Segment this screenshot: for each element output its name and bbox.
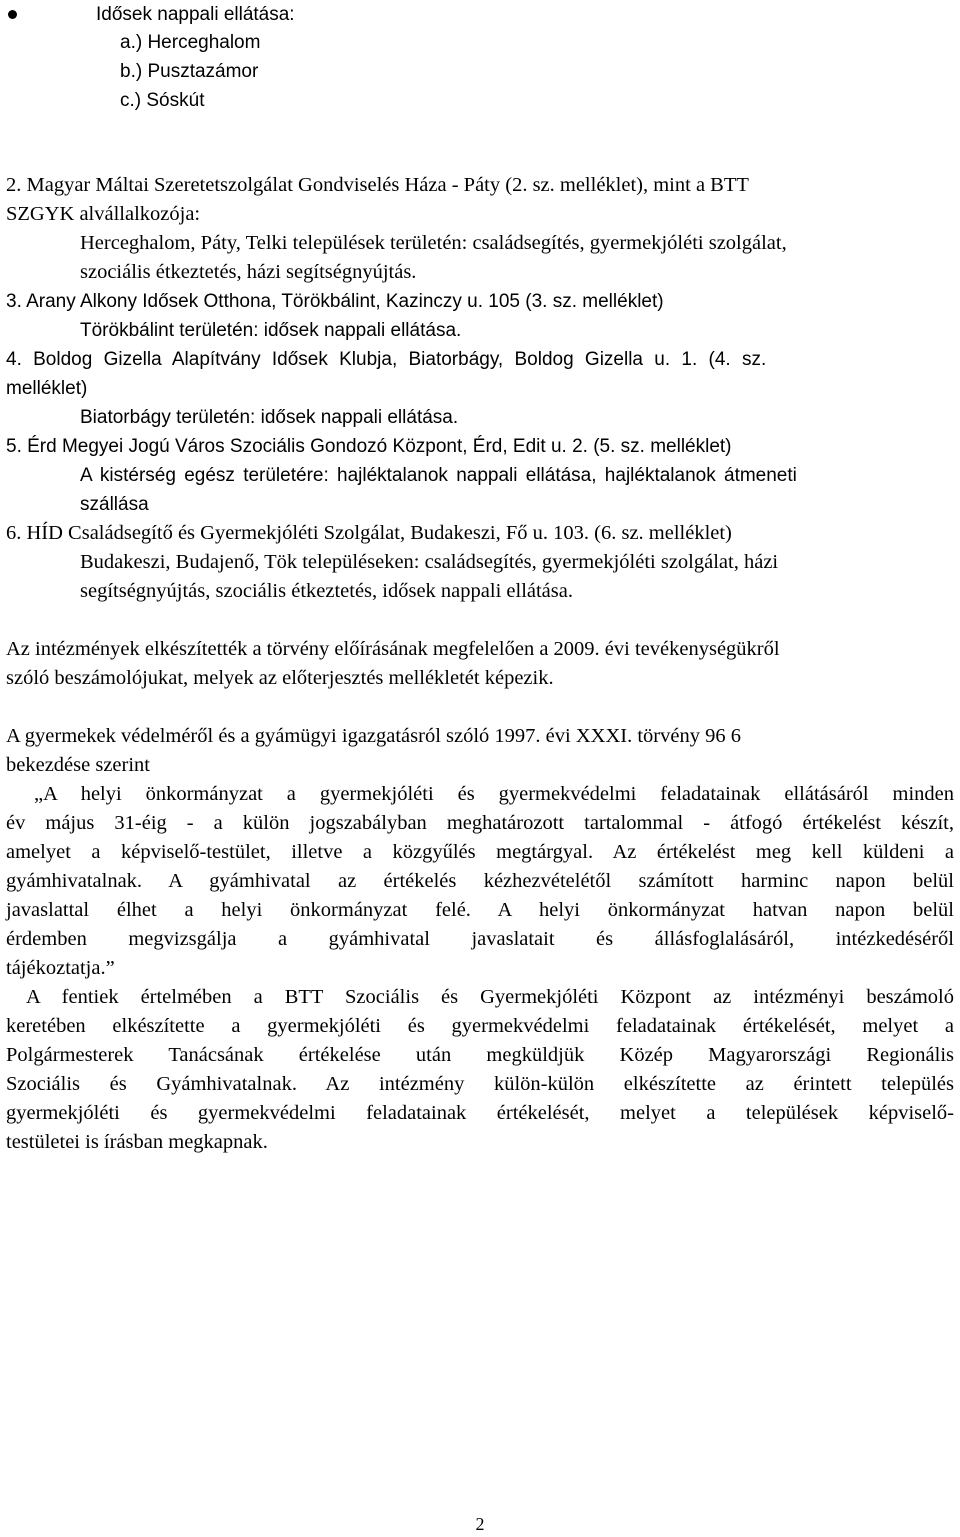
bullet-title: Idősek nappali ellátása: — [96, 4, 295, 25]
quote-last-line: tájékoztatja.” — [6, 957, 115, 979]
bullet-subitem: a.) Herceghalom — [120, 32, 261, 53]
paragraph-3-last-line: testületei is írásban megkapnak. — [6, 1131, 268, 1153]
item-3-description: Törökbálint területén: idősek nappali ellátása. — [80, 320, 462, 341]
item-2-description-cont: szociális étkeztetés, házi segítségnyújtás. — [80, 261, 417, 283]
paragraph-1-line: Az intézmények elkészítették a törvény előírásának megfelelően a 2009. évi tevékenységükről — [6, 638, 780, 660]
item-6-heading: 6. HÍD Családsegítő és Gyermekjóléti Szolgálat, Budakeszi, Fő u. 103. (6. sz. melléklet) — [6, 522, 732, 544]
paragraph-2-line: bekezdése szerint — [6, 754, 150, 776]
item-3-heading: 3. Arany Alkony Idősek Otthona, Törökbálint, Kazinczy u. 105 (3. sz. melléklet) — [6, 291, 664, 312]
paragraph-3-line: gyermekjóléti és gyermekvédelmi feladatainak értékelését, melyet a települések képviselő- — [6, 1102, 954, 1124]
quote-line: javaslattal élhet a helyi önkormányzat felé. A helyi önkormányzat hatvan napon belül — [6, 899, 954, 921]
item-4-heading: 4. Boldog Gizella Alapítvány Idősek Klubja, Biatorbágy, Boldog Gizella u. 1. (4. sz. — [6, 349, 767, 370]
paragraph-3-line: A fentiek értelmében a BTT Szociális és Gyermekjóléti Központ az intézményi beszámoló — [26, 986, 954, 1008]
item-5-description-cont: szállása — [80, 494, 149, 515]
quote-line: „A helyi önkormányzat a gyermekjóléti és gyermekvédelmi feladatainak ellátásáról minden — [34, 783, 954, 805]
paragraph-3-line: keretében elkészítette a gyermekjóléti és gyermekvédelmi feladatainak értékelését, melyet a — [6, 1015, 954, 1037]
quote-line: amelyet a képviselő-testület, illetve a közgyűlés megtárgyal. Az értékelést meg kell küldeni a — [6, 841, 954, 863]
quote-line: gyámhivatalnak. A gyámhivatal az értékelés kézhezvételétől számított harminc napon belül — [6, 870, 954, 892]
item-2-description: Herceghalom, Páty, Telki települések területén: családsegítés, gyermekjóléti szolgálat, — [80, 232, 787, 254]
item-2-heading-cont: SZGYK alvállalkozója: — [6, 203, 201, 225]
item-4-description: Biatorbágy területén: idősek nappali ellátása. — [80, 407, 459, 428]
page-number: 2 — [475, 1514, 485, 1534]
paragraph-2-line: A gyermekek védelméről és a gyámügyi igazgatásról szóló 1997. évi XXXI. törvény 96 6 — [6, 725, 741, 747]
item-2-heading: 2. Magyar Máltai Szeretetszolgálat Gondviselés Háza - Páty (2. sz. melléklet), mint a BTT — [6, 174, 749, 196]
item-5-heading: 5. Érd Megyei Jogú Város Szociális Gondozó Központ, Érd, Edit u. 2. (5. sz. melléklet) — [6, 436, 732, 457]
bullet-icon — [8, 10, 17, 19]
quote-line: érdemben megvizsgálja a gyámhivatal javaslatait és állásfoglalásáról, intézkedéséről — [6, 928, 954, 950]
paragraph-3-line: Szociális és Gyámhivatalnak. Az intézmény külön-külön elkészítette az érintett település — [6, 1073, 954, 1095]
item-6-description: Budakeszi, Budajenő, Tök településeken: családsegítés, gyermekjóléti szolgálat, házi — [80, 551, 779, 573]
quote-line: év május 31-éig - a külön jogszabályban meghatározott tartalommal - átfogó értékelést készít, — [6, 812, 954, 834]
item-6-description-cont: segítségnyújtás, szociális étkeztetés, idősek nappali ellátása. — [80, 580, 573, 602]
paragraph-1-line: szóló beszámolójukat, melyek az előterjesztés mellékletét képezik. — [6, 667, 554, 689]
bullet-subitem: c.) Sóskút — [120, 90, 205, 111]
item-4-heading-cont: melléklet) — [6, 378, 88, 399]
bullet-subitem: b.) Pusztazámor — [120, 61, 259, 82]
item-5-description: A kistérség egész területére: hajléktalanok nappali ellátása, hajléktalanok átmeneti — [80, 465, 797, 486]
paragraph-3-line: Polgármesterek Tanácsának értékelése után megküldjük Közép Magyarországi Regionális — [6, 1044, 954, 1066]
